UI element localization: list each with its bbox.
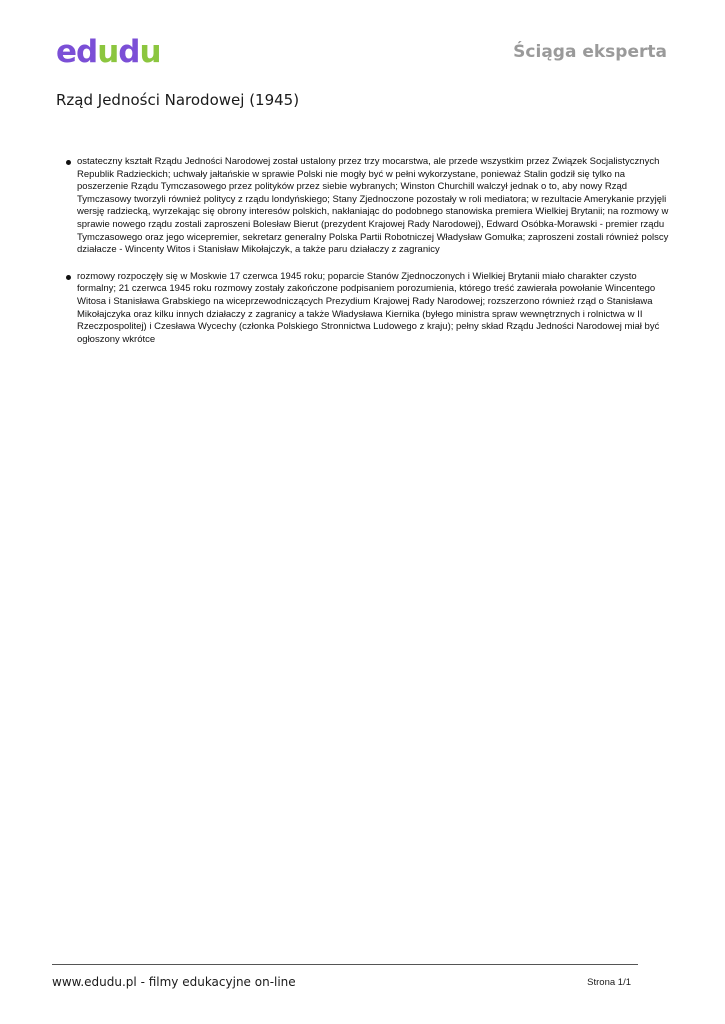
bullet-list <box>64 156 674 346</box>
list-item-text: ostateczny kształt Rządu Jedności Narodowej został ustalony przez trzy mocarstwa, ale przede wszystkim przez Związek Socjalistycznych Republik Radzieckich; uchwały jałtańskie w sprawie Polski nie mogły być w pełni wykorzystane, ponieważ Stalin godził się tylko na poszerzenie Rządu Tymczasowego przez polityków przez siebie wybranych; Winston Churchill walczył jednak o to, aby nowy Rząd Tymczasowy tworzyli również politycy z rządu londyńskiego; Stany Zjednoczone pozostały w roli mediatora; w rezultacie Amerykanie przyjęli wersję radziecką, wyrzekając się obrony interesów polskich, nakłaniając do podobnego stanowiska premiera Wielkiej Brytanii; na rozmowy w sprawie nowego rządu zostali zaproszeni Bolesław Bierut (prezydent Krajowej Rady Narodowej), Edward Osóbka-Morawski - premier rządu Tymczasowego oraz jego wicepremier, sekretarz generalny Polska Partii Robotniczej Władysław Gomułka; zaproszeni zostali również polscy działacze - Wincenty Witos i Stanisław Mikołajczyk, a także paru działaczy z zagranicy <box>77 156 669 256</box>
header-tagline: Ściąga eksperta <box>513 42 667 62</box>
page-number: Strona 1/1 <box>587 977 631 988</box>
list-item <box>64 271 674 347</box>
bullet-icon <box>66 160 71 165</box>
edudu-logo[interactable] <box>56 30 184 74</box>
list-item-text: rozmowy rozpoczęły się w Moskwie 17 czerwca 1945 roku; poparcie Stanów Zjednoczonych i Wielkiej Brytanii miało charakter czysto formalny; 21 czerwca 1945 roku rozmowy zostały zakończone podpisaniem porozumienia, którego treść zawierała powołanie Wincentego Witosa i Stanisława Grabskiego na wiceprzewodniczących Prezydium Krajowej Rady Narodowej; rozszerzono również rząd o Stanisława Mikołajczyka oraz kilku innych działaczy z zagranicy a także Władysława Kiernika (byłego ministra spraw wewnętrznych i rolnictwa w II Rzeczpospolitej) i Czesława Wycechy (członka Polskiego Stronnictwa Ludowego z kraju); pełny skład Rządu Jedności Narodowej miał być ogłoszony wkrótce <box>77 270 660 345</box>
footer-site-link[interactable]: www.edudu.pl - filmy edukacyjne on-line <box>52 975 296 989</box>
bullet-icon <box>66 275 71 280</box>
logo-wordmark: edudu <box>56 33 161 70</box>
list-item <box>64 156 674 257</box>
footer-divider <box>52 964 638 965</box>
document-body <box>64 156 674 360</box>
document-title: Rząd Jedności Narodowej (1945) <box>56 91 300 109</box>
